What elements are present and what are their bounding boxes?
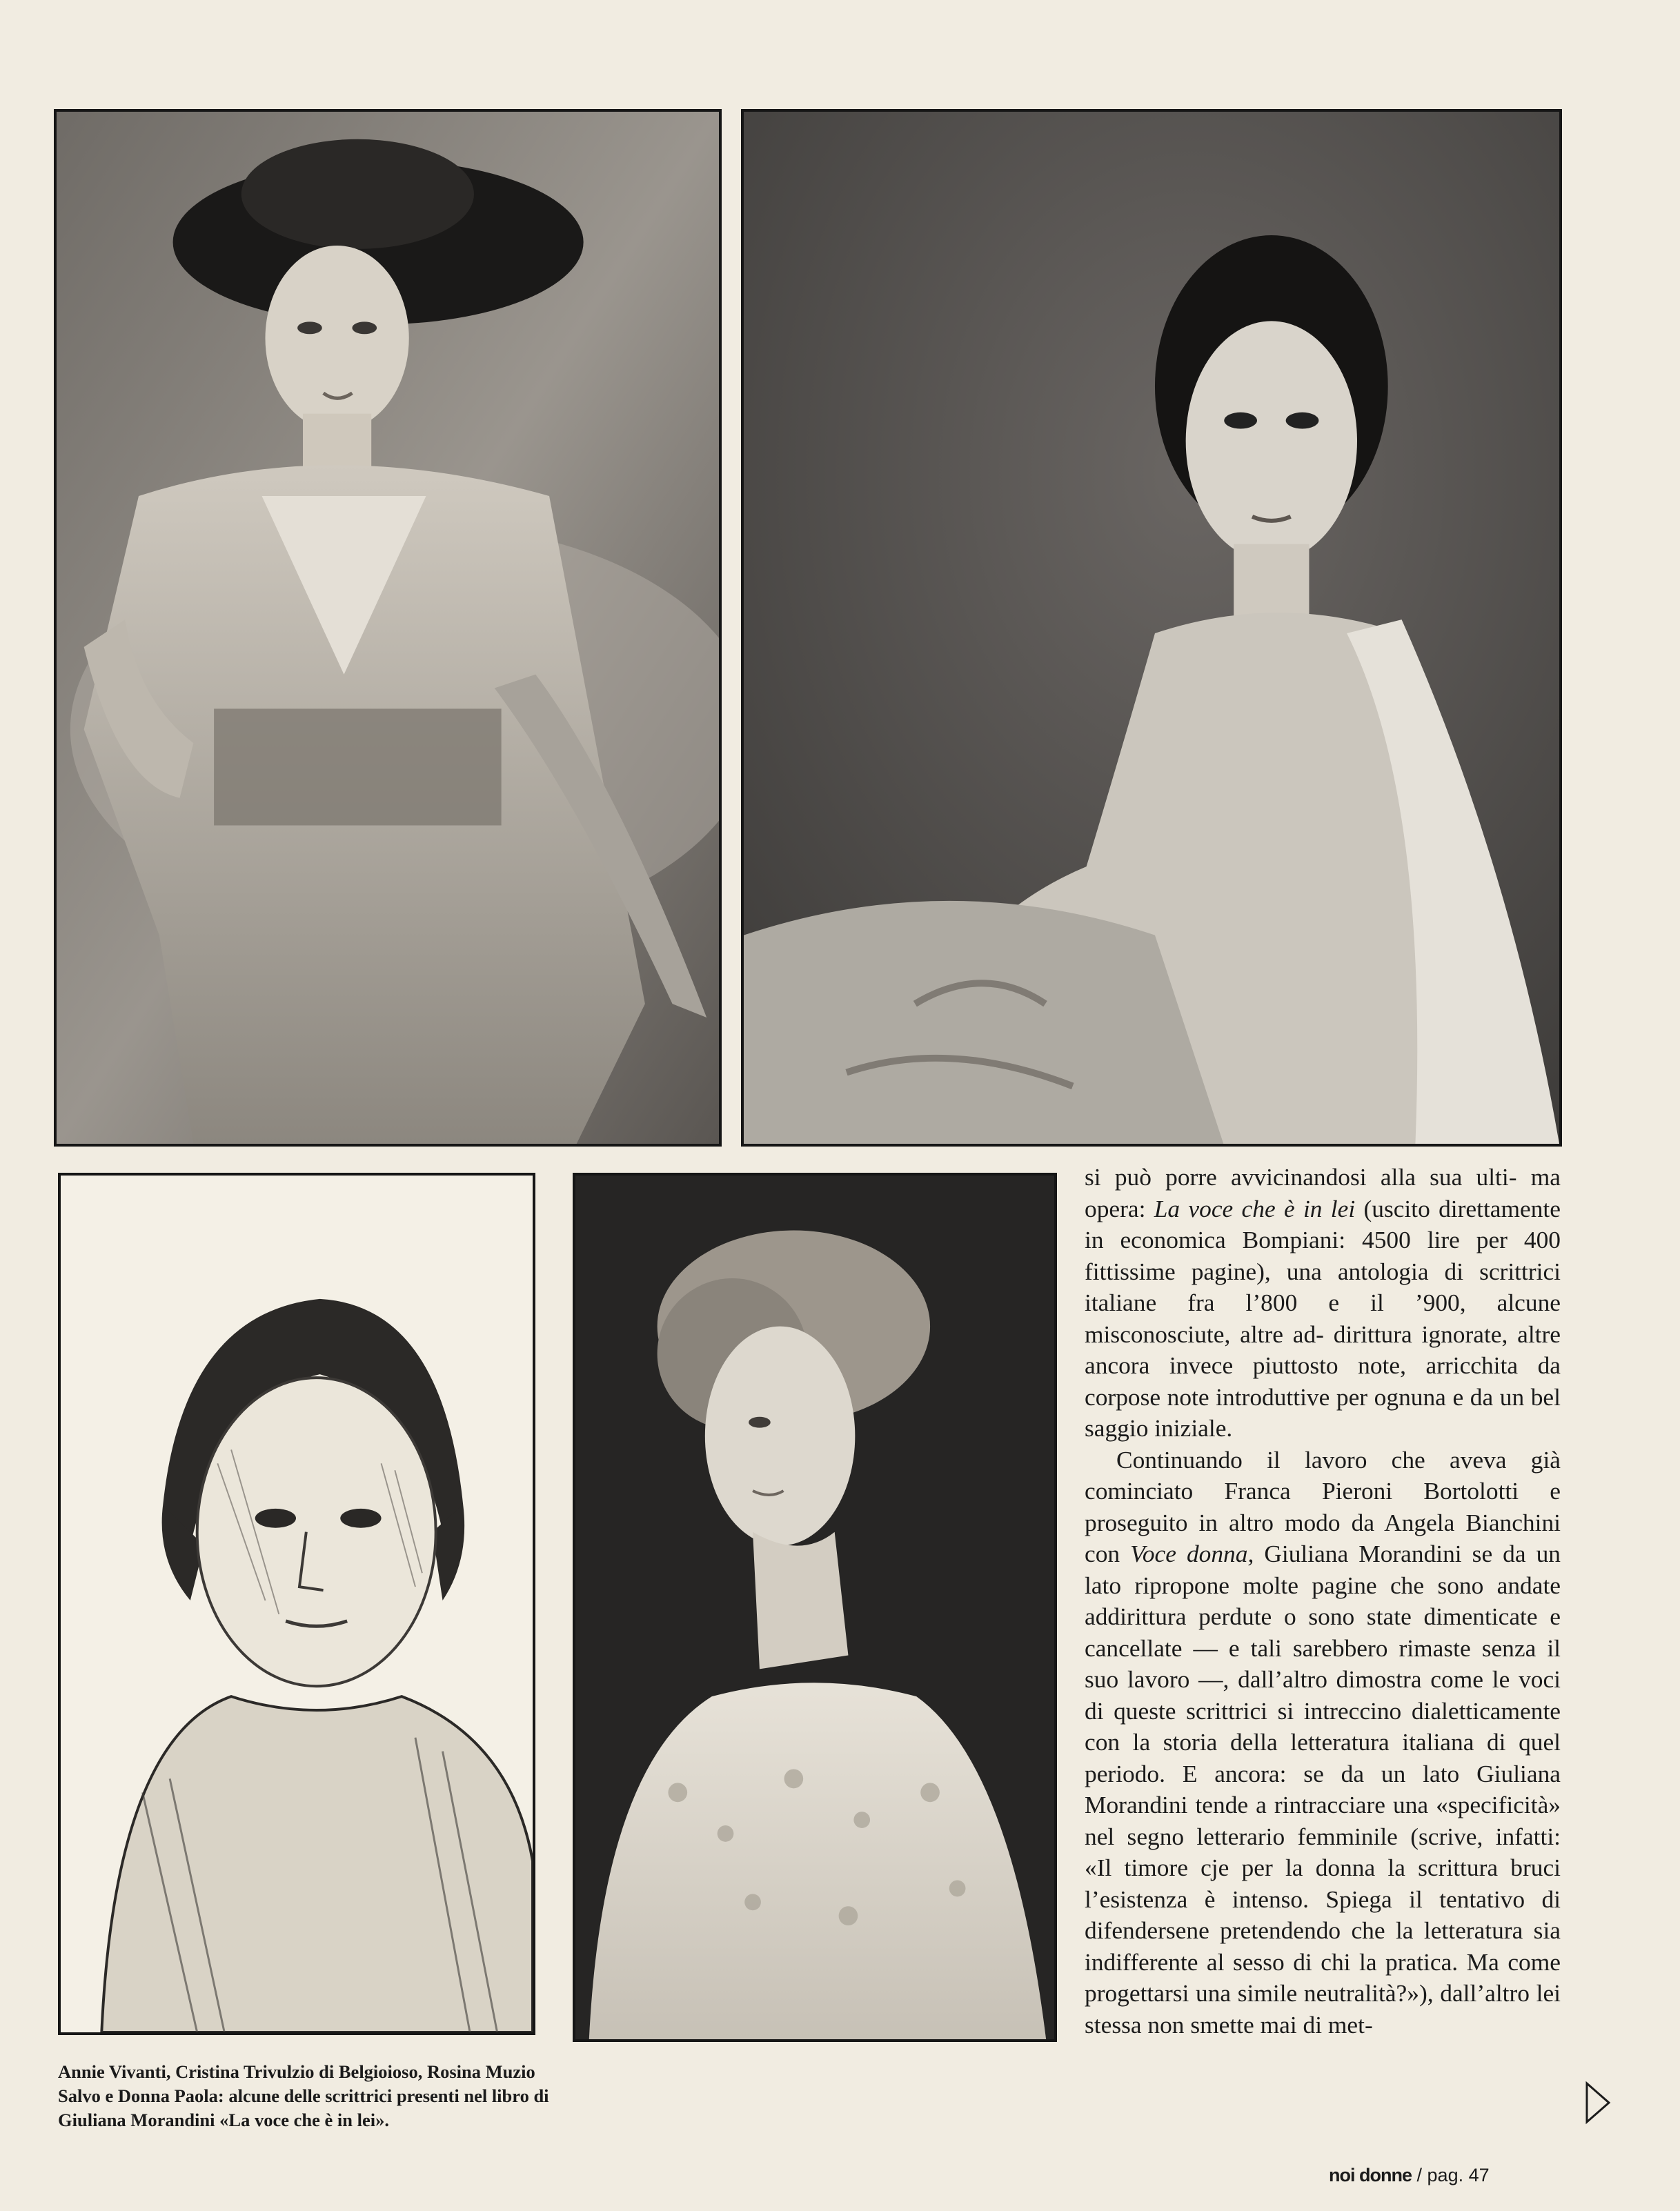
caption-line-2: Salvo e Donna Paola: alcune delle scrittrici presenti nel libro di bbox=[58, 2085, 549, 2106]
photo-caption bbox=[58, 2060, 693, 2132]
page-number: pag. 47 bbox=[1427, 2165, 1490, 2185]
photo-annie-vivanti bbox=[54, 109, 722, 1147]
caption-line-1: Annie Vivanti, Cristina Trivulzio di Belgioioso, Rosina Muzio bbox=[58, 2061, 535, 2082]
photo-cristina-trivulzio bbox=[741, 109, 1562, 1147]
portrait-cristina-illustration bbox=[744, 112, 1559, 1144]
footer-separator: / bbox=[1416, 2165, 1423, 2185]
portrait-donna-paola-illustration bbox=[575, 1176, 1054, 2039]
continue-arrow-icon bbox=[1584, 2081, 1612, 2125]
article-paragraph-2: Continuando il lavoro che aveva già cominciato Franca Pieroni Bortolotti e proseguito in altro modo da Angela Bianchini con Voce donna, Giuliana Morandini se da un lato ripropone molte pagine che sono andate addirittura perdute o sono state dimenticate e cancellate — e tali sarebbero rimaste senza il suo lavoro —, dall’altro dimostra come le voci di queste scrittrici si intreccino dialetticamente con la storia della letteratura italiana di quel periodo. E ancora: se da un lato Giuliana Morandini tende a rintracciare una «specificità» nel segno letterario femminile (scrive, infatti: «Il timore cje per la donna la scrittura bruci l’esistenza è intenso. Spiega il tentativo di difendersene pretendendo che la letteratura sia indifferente al sesso di chi la pratica. Ma come progettarsi una simile neutralità?»), dall’altro lei stessa non smette mai di met- bbox=[1085, 1445, 1561, 2039]
portrait-rosina-engraving bbox=[61, 1176, 533, 2032]
caption-line-3: Giuliana Morandini «La voce che è in lei». bbox=[58, 2110, 389, 2130]
article-paragraph-1: si può porre avvicinandosi alla sua ulti- ma opera: La voce che è in lei (uscito direttamente in economica Bompiani: 4500 lire per 400 fittissime pagine), una antologia di scrittrici italiane fra l’800 e il ’900, alcune misconosciute, altre ad- dirittura ignorate, altre ancora invece piuttosto note, arricchita da corpose note introduttive per ognuna e da un bel saggio iniziale. bbox=[1085, 1163, 1561, 1442]
portrait-annie-illustration bbox=[57, 112, 719, 1144]
page-footer bbox=[1329, 2165, 1490, 2186]
article-body bbox=[1085, 1162, 1561, 2041]
magazine-logo: noi donne bbox=[1329, 2165, 1412, 2185]
photo-rosina-muzio-salvo bbox=[58, 1173, 535, 2035]
photo-donna-paola bbox=[573, 1173, 1057, 2042]
